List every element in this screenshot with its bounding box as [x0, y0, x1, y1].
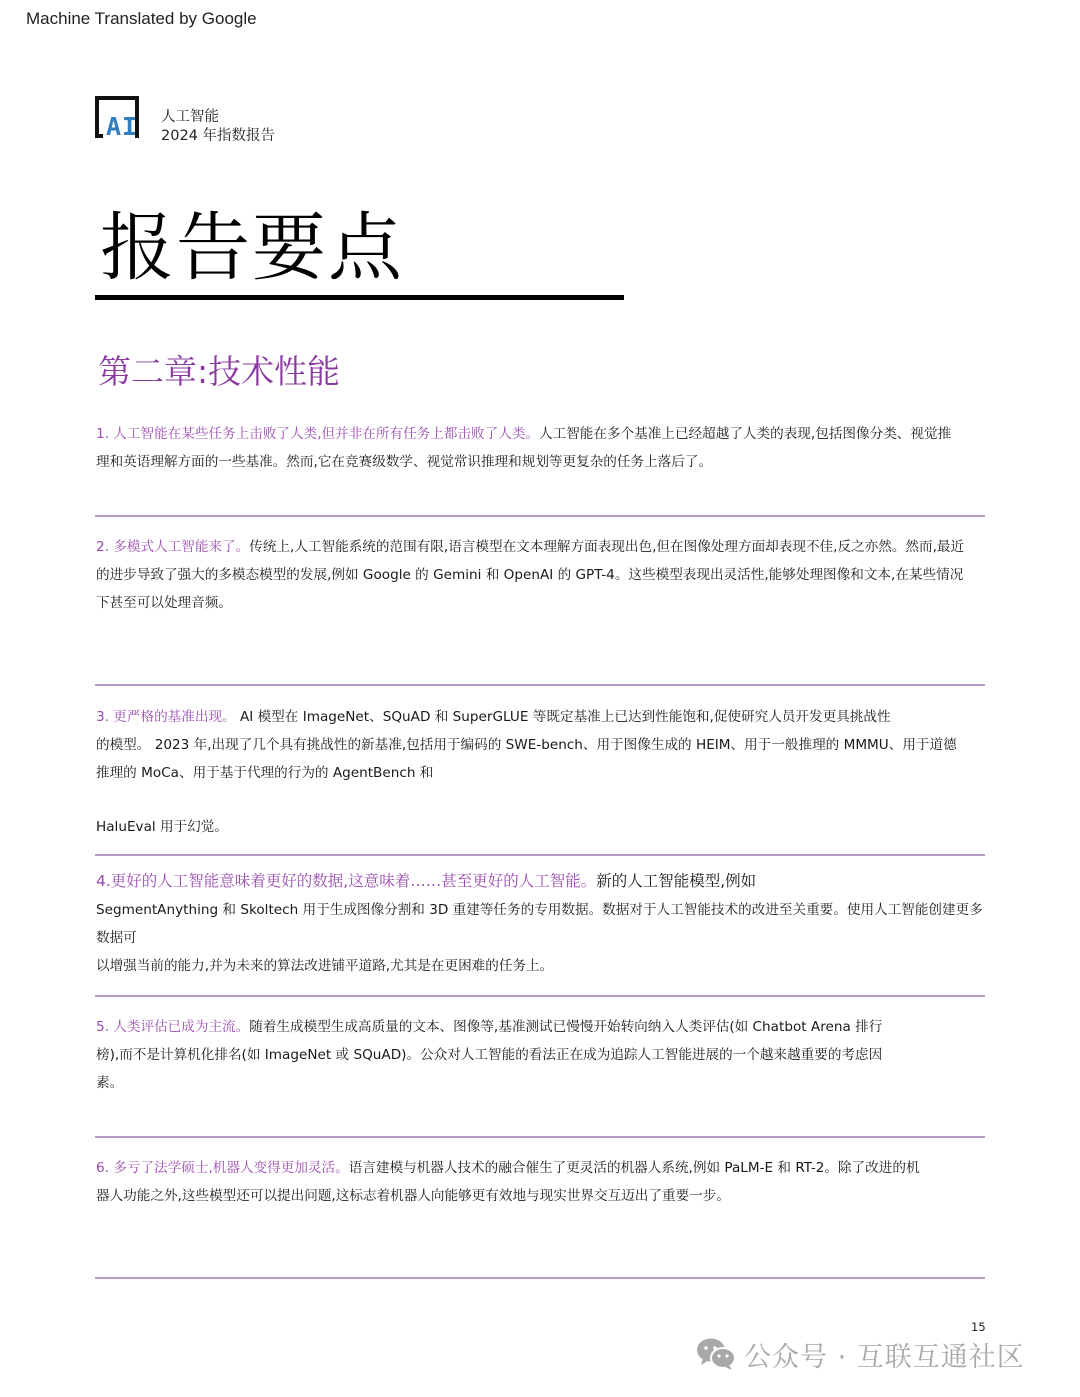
point-text: 的模型。 2023 年,出现了几个具有挑战性的新基准,包括用于编码的 SWE-bench、用于图像生成的 HEIM、用于一般推理的 MMMU、用于道德 — [96, 737, 957, 753]
point-lead: 3. 更严格的基准出现。 — [96, 709, 236, 725]
page-title: 报告要点 — [100, 205, 404, 291]
report-name-line1: 人工智能 — [161, 109, 219, 125]
title-underline — [95, 295, 624, 300]
highlight-point-3 — [96, 703, 988, 841]
section-divider — [95, 995, 985, 997]
logo-ai-letters: AI — [106, 112, 139, 141]
highlight-point-2 — [96, 533, 988, 617]
point-text: 素。 — [96, 1075, 124, 1091]
section-divider — [95, 1277, 985, 1279]
chapter-title: 第二章:技术性能 — [98, 352, 341, 391]
ai-index-logo — [95, 96, 147, 142]
point-text: 推理的 MoCa、用于基于代理的行为的 AgentBench 和 — [96, 765, 434, 781]
point-text: 传统上,人工智能系统的范围有限,语言模型在文本理解方面表现出色,但在图像处理方面却表现不佳,反之亦然。然而,最近 — [249, 539, 965, 555]
report-name — [161, 108, 275, 146]
point-text: 理和英语理解方面的一些基准。然而,它在竞赛级数学、视觉常识推理和规划等更复杂的任务上落后了。 — [96, 454, 713, 470]
page-number: 15 — [971, 1320, 986, 1334]
highlight-point-6 — [96, 1154, 988, 1210]
point-text: 的进步导致了强大的多模态模型的发展,例如 Google 的 Gemini 和 OpenAI 的 GPT-4。这些模型表现出灵活性,能够处理图像和文本,在某些情况 — [96, 567, 964, 583]
point-lead: 1. 人工智能在某些任务上击败了人类,但并非在所有任务上都击败了人类。 — [96, 426, 540, 442]
point-text: 语言建模与机器人技术的融合催生了更灵活的机器人系统,例如 PaLM-E 和 RT-2。除了改进的机 — [348, 1160, 920, 1176]
point-text: 随着生成模型生成高质量的文本、图像等,基准测试已慢慢开始转向纳入人类评估(如 Chatbot Arena 排行 — [249, 1019, 883, 1035]
point-text: 以增强当前的能力,并为未来的算法改进铺平道路,尤其是在更困难的任务上。 — [96, 958, 554, 974]
point-lead: 4.更好的人工智能意味着更好的数据,这意味着……甚至更好的人工智能。 — [96, 872, 597, 890]
point-text: HaluEval 用于幻觉。 — [96, 819, 228, 835]
watermark-text: 公众号 · 互联互通社区 — [744, 1341, 1025, 1373]
highlight-point-1 — [96, 420, 988, 476]
section-divider — [95, 515, 985, 517]
point-text: 下甚至可以处理音频。 — [96, 595, 232, 611]
point-text: AI 模型在 ImageNet、SQuAD 和 SuperGLUE 等既定基准上已达到性能饱和,促使研究人员开发更具挑战性 — [235, 709, 891, 725]
logo-frame-corner — [95, 134, 103, 138]
section-divider — [95, 854, 985, 856]
point-lead: 2. 多模式人工智能来了。 — [96, 539, 250, 555]
point-lead: 5. 人类评估已成为主流。 — [96, 1019, 250, 1035]
highlight-point-5 — [96, 1013, 988, 1097]
report-name-line2: 2024 年指数报告 — [161, 128, 276, 144]
point-text: SegmentAnything 和 Skoltech 用于生成图像分割和 3D 重建等任务的专用数据。数据对于人工智能技术的改进至关重要。使用人工智能创建更多数据可 — [96, 902, 983, 946]
point-text: 器人功能之外,这些模型还可以提出问题,这标志着机器人向能够更有效地与现实世界交互迈出了重要一步。 — [96, 1188, 730, 1204]
wechat-icon — [696, 1337, 736, 1371]
section-divider — [95, 1136, 985, 1138]
point-lead: 6. 多亏了法学硕士,机器人变得更加灵活。 — [96, 1160, 349, 1176]
point-text: 人工智能在多个基准上已经超越了人类的表现,包括图像分类、视觉推 — [539, 426, 952, 442]
section-divider — [95, 684, 985, 686]
point-text: 新的人工智能模型,例如 — [596, 872, 757, 890]
machine-translated-banner: Machine Translated by Google — [26, 9, 257, 28]
point-text: 榜),而不是计算机化排名(如 ImageNet 或 SQuAD)。公众对人工智能的看法正在成为追踪人工智能进展的一个越来越重要的考虑因 — [96, 1047, 883, 1063]
wechat-watermark — [696, 1334, 1025, 1374]
highlight-point-4 — [96, 866, 988, 980]
